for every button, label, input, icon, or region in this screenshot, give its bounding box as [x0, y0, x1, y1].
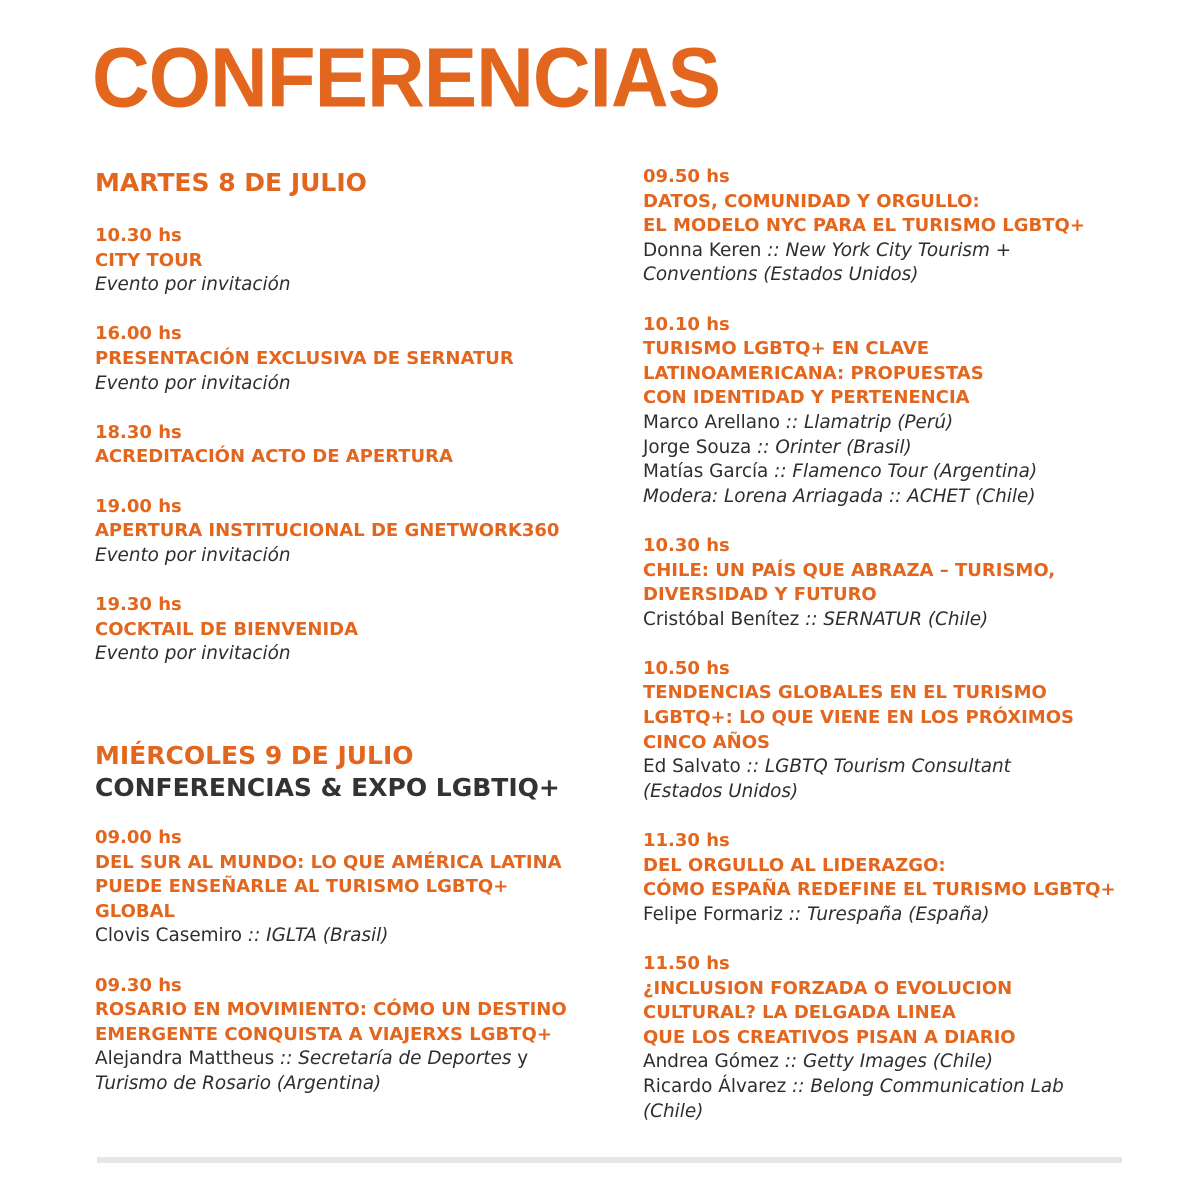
event-time: 09.30 hs [95, 974, 182, 996]
day1-events [95, 224, 635, 667]
schedule-event [643, 534, 1183, 632]
speaker-name: Clovis Casemiro [95, 925, 248, 947]
event-detail-line [643, 485, 1183, 510]
organization-text: :: SERNATUR (Chile) [805, 608, 989, 630]
organization-text: :: IGLTA (Brasil) [247, 925, 389, 947]
organization-text: :: Flamenco Tour (Argentina) [774, 461, 1038, 483]
organization-text: :: New York City Tourism [767, 239, 996, 261]
event-title-line: COCKTAIL DE BIENVENIDA [95, 618, 359, 640]
schedule-event [95, 224, 635, 298]
schedule-event [95, 495, 635, 569]
day2-events-right [643, 165, 1183, 1124]
event-detail-line [643, 239, 1183, 264]
event-title-line: DATOS, COMUNIDAD Y ORGULLO: [643, 190, 980, 212]
organization-text: :: Secretaría de Deportes [280, 1048, 518, 1070]
event-time: 19.30 hs [95, 593, 182, 615]
event-detail-line [643, 755, 1183, 780]
organization-text: :: LGBTQ Tourism Consultant [746, 756, 1011, 778]
event-detail-line [643, 780, 1183, 805]
event-detail-line [643, 460, 1183, 485]
day2-subtitle: CONFERENCIAS & EXPO LGBTIQ+ [95, 773, 560, 802]
event-title-line: TENDENCIAS GLOBALES EN EL TURISMO [643, 682, 1047, 704]
organization-text: Evento por invitación [95, 544, 291, 566]
page-title: CONFERENCIAS [92, 30, 721, 125]
bottom-divider [97, 1157, 1122, 1163]
event-title-line: CHILE: UN PAÍS QUE ABRAZA – TURISMO, [643, 559, 1056, 581]
organization-text: Evento por invitación [95, 274, 291, 296]
schedule-event [643, 313, 1183, 510]
schedule-event [643, 165, 1183, 288]
event-title-line: QUE LOS CREATIVOS PISAN A DIARIO [643, 1026, 1016, 1048]
schedule-event [95, 421, 635, 470]
event-detail-line [95, 372, 635, 397]
event-title-line: TURISMO LGBTQ+ EN CLAVE [643, 338, 930, 360]
event-title-line: LGBTQ+: LO QUE VIENE EN LOS PRÓXIMOS [643, 707, 1074, 729]
schedule-event [643, 657, 1183, 805]
event-time: 16.00 hs [95, 323, 182, 345]
event-time: 10.10 hs [643, 313, 730, 335]
event-time: 09.00 hs [95, 827, 182, 848]
event-title-line: EMERGENTE CONQUISTA A VIAJERXS LGBTQ+ [95, 1023, 552, 1045]
event-detail-line [643, 1050, 1183, 1075]
event-detail-line [643, 411, 1183, 436]
event-title-line: DIVERSIDAD Y FUTURO [643, 584, 877, 606]
event-time: 10.30 hs [643, 534, 730, 556]
organization-text: (Chile) [643, 1100, 704, 1122]
speaker-name: Ed Salvato [643, 756, 747, 778]
speaker-name: Matías García [643, 461, 775, 483]
event-detail-line [95, 1047, 635, 1072]
organization-text: Turismo de Rosario (Argentina) [95, 1072, 382, 1094]
schedule-event [95, 826, 635, 949]
event-title-line: DEL SUR AL MUNDO: LO QUE AMÉRICA LATINA [95, 851, 562, 873]
event-detail-line [643, 608, 1183, 633]
event-detail-line [643, 263, 1183, 288]
event-time: 18.30 hs [95, 421, 182, 443]
organization-text: Evento por invitación [95, 643, 291, 665]
event-detail-line [643, 436, 1183, 461]
speaker-name: Marco Arellano [643, 411, 786, 433]
organization-text: :: Belong Communication Lab [792, 1075, 1064, 1097]
speaker-name: + [995, 239, 1012, 261]
organization-text: :: Getty Images (Chile) [784, 1051, 994, 1073]
event-time: 10.50 hs [643, 657, 730, 679]
event-title-line: CON IDENTIDAD Y PERTENENCIA [643, 387, 970, 409]
event-time: 11.50 hs [643, 953, 730, 974]
organization-text: :: Turespaña (España) [788, 903, 990, 925]
day2-left-column [95, 741, 635, 1121]
event-time: 09.50 hs [643, 166, 730, 187]
event-detail-line [643, 1075, 1183, 1100]
day2-events-left [95, 826, 635, 1097]
event-title-line: ¿INCLUSION FORZADA O EVOLUCION [643, 977, 1013, 999]
speaker-name: Andrea Gómez [643, 1051, 785, 1073]
event-title-line: GLOBAL [95, 900, 176, 922]
event-title-line: CULTURAL? LA DELGADA LINEA [643, 1002, 956, 1024]
event-detail-line [95, 924, 635, 949]
organization-text: :: Llamatrip (Perú) [785, 411, 954, 433]
speaker-name: Alejandra Mattheus [95, 1048, 281, 1070]
event-title-line: ACREDITACIÓN ACTO DE APERTURA [95, 446, 453, 468]
day2-right-column [643, 165, 1183, 1149]
event-title-line: EL MODELO NYC PARA EL TURISMO LGBTQ+ [643, 215, 1085, 237]
organization-text: :: Orinter (Brasil) [757, 436, 912, 458]
event-title-line: ROSARIO EN MOVIMIENTO: CÓMO UN DESTINO [95, 999, 567, 1021]
organization-text: (Estados Unidos) [643, 780, 799, 802]
event-title-line: CITY TOUR [95, 249, 203, 271]
event-detail-line [643, 1100, 1183, 1125]
speaker-name: Felipe Formariz [643, 903, 789, 925]
organization-text: Conventions (Estados Unidos) [643, 264, 919, 286]
event-title-line: LATINOAMERICANA: PROPUESTAS [643, 362, 984, 384]
speaker-name: Cristóbal Benítez [643, 608, 806, 630]
event-detail-line [95, 642, 635, 667]
organization-text: Evento por invitación [95, 372, 291, 394]
event-detail-line [95, 273, 635, 298]
event-title-line: CÓMO ESPAÑA REDEFINE EL TURISMO LGBTQ+ [643, 879, 1116, 901]
event-detail-line [95, 544, 635, 569]
event-title-line: PUEDE ENSEÑARLE AL TURISMO LGBTQ+ [95, 876, 509, 898]
day1-heading: MARTES 8 DE JULIO [95, 168, 367, 197]
day1-column [95, 168, 635, 691]
event-title-line: PRESENTACIÓN EXCLUSIVA DE SERNATUR [95, 347, 514, 369]
event-time: 10.30 hs [95, 225, 182, 246]
speaker-name: y [517, 1048, 529, 1070]
schedule-event [95, 593, 635, 667]
day2-heading: MIÉRCOLES 9 DE JULIO [95, 741, 414, 770]
event-time: 19.00 hs [95, 495, 182, 517]
event-detail-line [643, 903, 1183, 928]
organization-text: Modera: Lorena Arriagada :: ACHET (Chile) [643, 485, 1036, 507]
speaker-name: Ricardo Álvarez [643, 1075, 793, 1097]
schedule-event [643, 952, 1183, 1124]
event-title-line: DEL ORGULLO AL LIDERAZGO: [643, 854, 946, 876]
event-time: 11.30 hs [643, 830, 730, 852]
event-title-line: CINCO AÑOS [643, 731, 771, 753]
schedule-event [95, 322, 635, 396]
event-title-line: APERTURA INSTITUCIONAL DE GNETWORK360 [95, 520, 560, 542]
schedule-event [95, 974, 635, 1097]
speaker-name: Jorge Souza [643, 436, 758, 458]
speaker-name: Donna Keren [643, 239, 768, 261]
schedule-event [643, 829, 1183, 927]
event-detail-line [95, 1072, 635, 1097]
